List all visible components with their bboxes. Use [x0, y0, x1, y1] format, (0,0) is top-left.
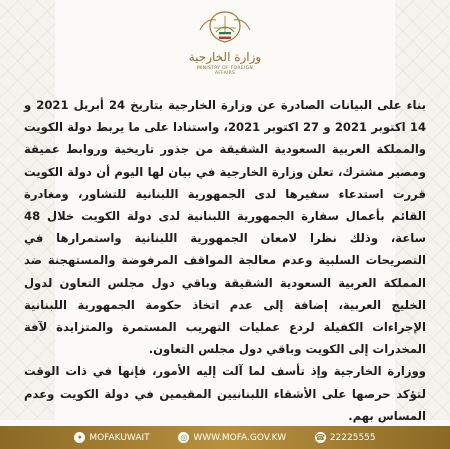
website-link[interactable]: WWW.MOFA.GOV.KW: [193, 432, 287, 443]
footer-website[interactable]: [178, 432, 286, 443]
phone-icon: ☎: [315, 433, 326, 442]
statement-paragraph-2: ووزارة الخارجية وإذ تأسف لما آلت إليه الأمور، فإنها في ذات الوقت لتؤكد حرصها على الأشقاء اللبنانيين المقيمين في دولة الكويت وعدم المساس بهم.: [24, 364, 426, 423]
twitter-icon: ✦: [74, 432, 85, 443]
phone-number[interactable]: 22225555: [329, 432, 376, 443]
twitter-handle[interactable]: MOFAKUWAIT: [89, 432, 150, 443]
ministry-name-arabic: وزارة الخارجية: [188, 50, 262, 64]
ministry-name-english: MINISTRY OF FOREIGN AFFAIRS: [196, 66, 254, 76]
footer-phone[interactable]: [315, 432, 376, 443]
statement-paragraph-1: بناء على البيانات الصادرة عن وزارة الخارجية بتاريخ 24 أبريل 2021 و 14 اكتوبر 2021 و 27 اكتوبر 2021، واستنادا على ما يربط دولة الكويت والمملكة العربية السعودية الشقيقة من جذور تاريخية وروابط عميقة ومصير مشترك، تعلن وزارة الخارجية في بيان لها اليوم أن دولة الكويت قررت استدعاء سفيرها لدى الجمهورية اللبنانية للتشاور، ومغادرة القائم بأعمال سفارة الجمهورية اللبنانية لدى دولة الكويت خلال 48 ساعة، وذلك نظرا لامعان الجمهورية اللبنانية واستمرارها في التصريحات السلبية وعدم معالجة المواقف المرفوضة والمستهجنة ضد المملكة العربية السعودية الشقيقة وباقي دول مجلس التعاون لدول الخليج العربية، إضافة إلى عدم اتخاذ حكومة الجمهورية اللبنانية الإجراءات الكفيلة لردع عمليات التهريب المستمرة والمتزايدة لآفة المخدرات إلى الكويت وباقي دول مجلس التعاون.: [24, 98, 427, 357]
kuwait-emblem-icon: [186, 8, 264, 48]
contact-footer: [0, 426, 450, 449]
statement-body: [24, 94, 426, 427]
ministry-logo: [186, 8, 264, 86]
globe-icon: ◎: [178, 432, 189, 443]
footer-twitter[interactable]: [74, 432, 149, 443]
